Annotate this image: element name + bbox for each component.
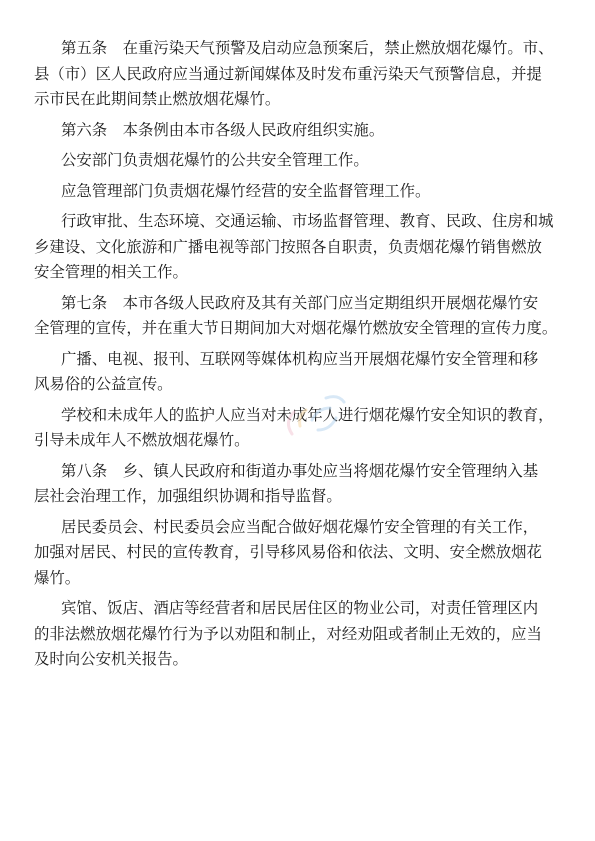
text-line: 全管理的宣传，并在重大节日期间加大对烟花爆竹燃放安全管理的宣传力度。: [34, 319, 558, 337]
text-line: 居民委员会、村民委员会应当配合做好烟花爆竹安全管理的有关工作，: [61, 517, 539, 536]
text-line: 公安部门负责烟花爆竹的公共安全管理工作。: [61, 151, 369, 169]
paragraph: [34, 459, 569, 510]
text-line: 的非法燃放烟花爆竹行为予以劝阻和制止，对经劝阻或者制止无效的，应当: [34, 624, 542, 643]
text-line: 引导未成年人不燃放烟花爆竹。: [34, 431, 250, 449]
text-line: 风易俗的公益宣传。: [34, 375, 173, 393]
paragraph: [61, 148, 569, 174]
text-line: 县（市）区人民政府应当通过新闻媒体及时发布重污染天气预警信息，并提: [34, 64, 542, 83]
text-line: 第六条 本条例由本市各级人民政府组织实施。: [61, 120, 385, 139]
text-line: 乡建设、文化旅游和广播电视等部门按照各自职责，负责烟花爆竹销售燃放: [34, 237, 542, 256]
paragraph: [34, 515, 569, 592]
text-line: 学校和未成年人的监护人应当对未成年人进行烟花爆竹安全知识的教育，: [61, 405, 554, 424]
paragraph: [61, 118, 569, 144]
text-line: 爆竹。: [34, 568, 81, 587]
paragraph: [34, 36, 569, 113]
text-line: 第七条 本市各级人民政府及其有关部门应当定期组织开展烟花爆竹安: [61, 293, 539, 312]
paragraph: [34, 291, 569, 342]
text-line: 广播、电视、报刊、互联网等媒体机构应当开展烟花爆竹安全管理和移: [61, 349, 539, 368]
text-line: 及时向公安机关报告。: [34, 650, 188, 668]
text-line: 应急管理部门负责烟花爆竹经营的安全监督管理工作。: [61, 181, 431, 200]
cloud-watermark-icon: [272, 372, 354, 454]
text-line: 层社会治理工作，加强组织协调和指导监督。: [34, 487, 342, 505]
text-line: 第八条 乡、镇人民政府和街道办事处应当将烟花爆竹安全管理纳入基: [61, 461, 539, 480]
text-line: 加强对居民、村民的宣传教育，引导移风易俗和依法、文明、安全燃放烟花: [34, 543, 542, 561]
paragraph: [61, 179, 569, 205]
text-line: 示市民在此期间禁止燃放烟花爆竹。: [34, 90, 281, 108]
paragraph: [34, 209, 569, 286]
text-line: 宾馆、饭店、酒店等经营者和居民居住区的物业公司，对责任管理区内: [61, 599, 539, 617]
text-line: 安全管理的相关工作。: [34, 263, 188, 281]
text-line: 行政审批、生态环境、交通运输、市场监督管理、教育、民政、住房和城: [61, 212, 554, 230]
paragraph: [34, 596, 569, 673]
document-body: [34, 36, 569, 678]
text-line: 第五条 在重污染天气预警及启动应急预案后，禁止燃放烟花爆竹。市、: [61, 39, 554, 57]
